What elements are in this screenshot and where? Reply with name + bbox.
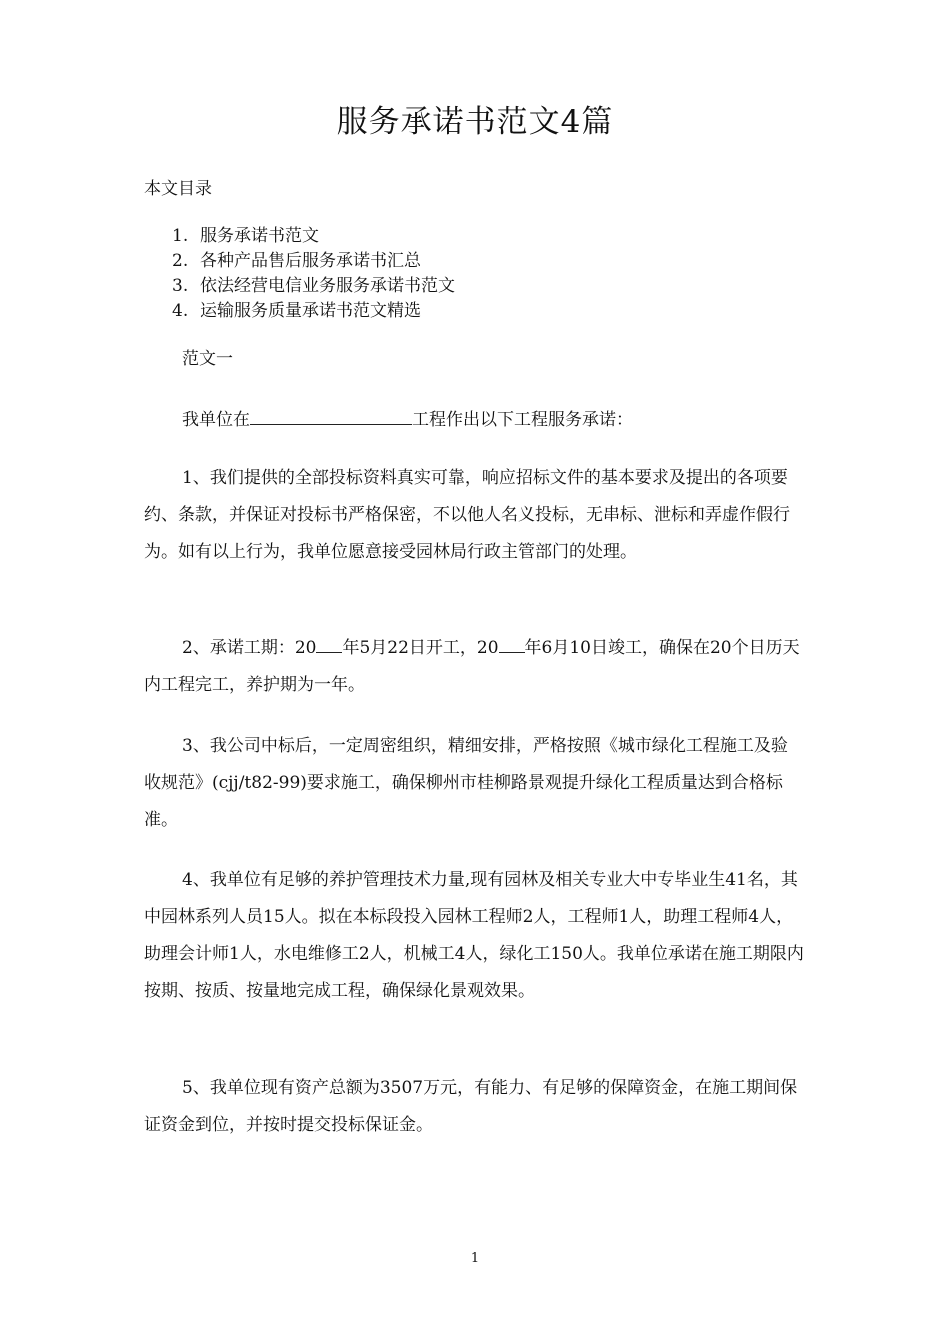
toc-item-number: 4.	[172, 301, 189, 321]
toc-item-label: 服务承诺书范文	[200, 226, 319, 246]
project-name-blank	[250, 407, 412, 425]
document-title: 服务承诺书范文4篇	[336, 104, 614, 140]
commitment-paragraph-3: 3、我公司中标后，一定周密组织，精细安排，严格按照《城市绿化工程施工及验收规范》(cjj/t82-99)要求施工，确保柳州市桂柳路景观提升绿化工程质量达到合格标准。	[144, 736, 788, 830]
toc-item-label: 运输服务质量承诺书范文精选	[200, 301, 421, 321]
toc-item[interactable]	[172, 224, 455, 249]
intro-paragraph	[144, 402, 804, 439]
year-blank	[316, 635, 342, 653]
intro-text-end: 工程作出以下工程服务承诺：	[412, 410, 633, 430]
commitment-paragraph-2	[144, 630, 804, 704]
toc-item-number: 3.	[172, 276, 189, 296]
toc-item-number: 2.	[172, 251, 189, 271]
schedule-text-2: 年5月22日开工，20	[342, 638, 499, 658]
commitment-paragraph-1: 1、我们提供的全部投标资料真实可靠，响应招标文件的基本要求及提出的各项要约、条款，并保证对投标书严格保密，不以他人名义投标，无串标、泄标和弄虚作假行为。如有以上行为，我单位愿意接受园林局行政主管部门的处理。	[144, 468, 790, 562]
schedule-text-1: 2、承诺工期：20	[182, 638, 317, 658]
schedule-text-3: 年6月10日竣工，确保在20个日历天内工程完工，养护期为一年。	[144, 638, 800, 695]
toc-item-label: 依法经营电信业务服务承诺书范文	[200, 276, 455, 296]
toc-heading: 本文目录	[144, 179, 212, 199]
toc-item[interactable]	[172, 249, 455, 274]
toc-item[interactable]	[172, 274, 455, 299]
toc-item[interactable]	[172, 299, 455, 324]
commitment-paragraph-4: 4、我单位有足够的养护管理技术力量,现有园林及相关专业大中专毕业生41名，其中园林系列人员15人。拟在本标段投入园林工程师2人，工程师1人，助理工程师4人，助理会计师1人，水电维修工2人，机械工4人，绿化工150人。我单位承诺在施工期限内按期、按质、按量地完成工程，确保绿化景观效果。	[144, 870, 804, 1001]
intro-text-start: 我单位在	[182, 410, 250, 430]
section-label: 范文一	[182, 349, 233, 369]
table-of-contents	[172, 224, 455, 324]
page-number: 1	[470, 1251, 480, 1266]
commitment-paragraph-5: 5、我单位现有资产总额为3507万元，有能力、有足够的保障资金，在施工期间保证资金到位，并按时提交投标保证金。	[144, 1078, 798, 1135]
toc-item-number: 1.	[172, 226, 189, 246]
year-blank	[499, 635, 525, 653]
toc-item-label: 各种产品售后服务承诺书汇总	[200, 251, 421, 271]
